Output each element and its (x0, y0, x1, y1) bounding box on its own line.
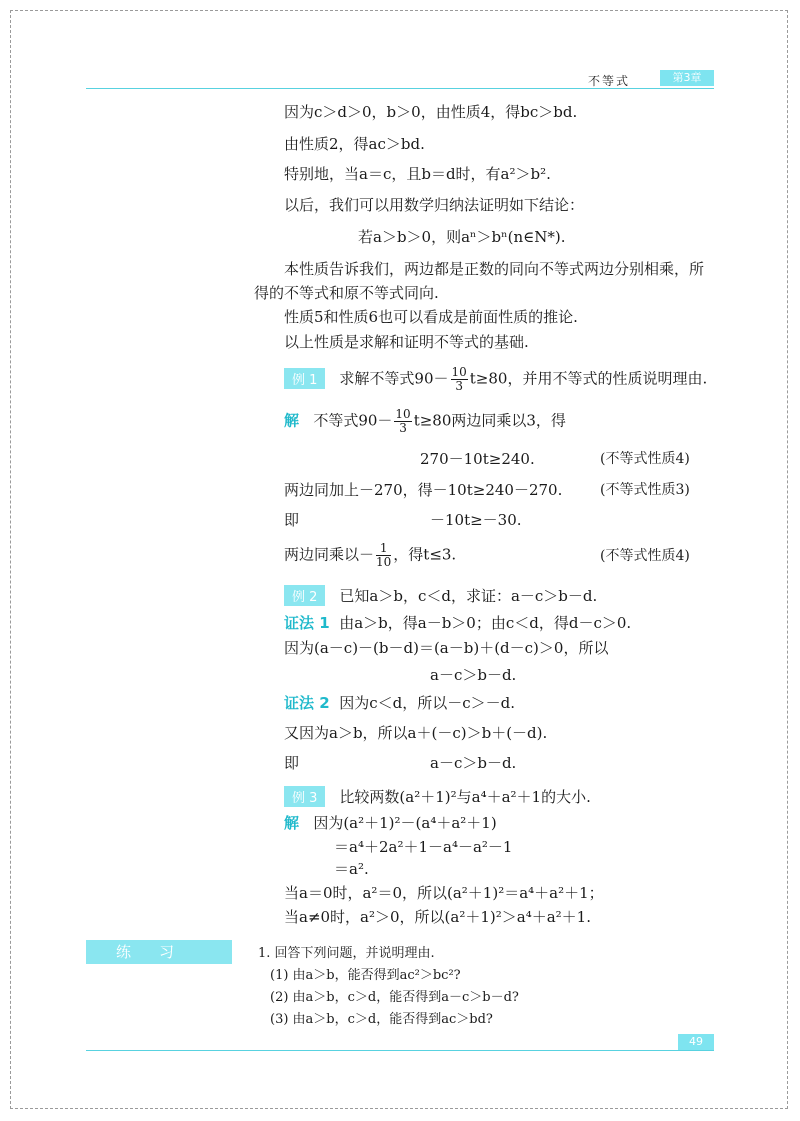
example-1-question (284, 366, 707, 393)
practice-section-title: 练习 (86, 940, 232, 964)
body-line-4: 以后，我们可以用数学归纳法证明如下结论： (284, 196, 585, 214)
proof-2-line-2: 又因为a＞b，所以a＋(－c)＞b＋(－d). (284, 724, 548, 742)
practice-question-1: 1. 回答下列问题，并说明理由. (258, 946, 435, 961)
body-line-6b: 得的不等式和原不等式同向. (254, 284, 439, 302)
footer-divider (86, 1050, 714, 1051)
solution-1-pre: 不等式90－ (313, 411, 393, 430)
practice-item-3: (3) 由a＞b，c＞d，能否得到ac＞bd? (270, 1012, 493, 1027)
fraction-denominator: 3 (399, 421, 407, 435)
proof-1-text: 由a＞b，得a－b＞0；由c＜d，得d－c＞0. (339, 614, 632, 632)
proof-2-label: 证法 2 (284, 694, 330, 712)
page-number: 49 (678, 1034, 714, 1050)
example-2-label: 例 2 (284, 585, 325, 606)
proof-2-text: 因为c＜d，所以－c＞－d. (339, 694, 515, 712)
example-1-label: 例 1 (284, 368, 325, 389)
example-1-step-5 (284, 542, 456, 569)
example-3-q-text: 比较两数(a²＋1)²与a⁴＋a²＋1的大小. (339, 788, 591, 806)
example-1-solution-line-1 (284, 408, 566, 435)
chapter-badge: 第3章 (660, 70, 714, 86)
example-1-step-3-note: (不等式性质3) (600, 482, 690, 498)
example-1-step-2: 270－10t≥240. (420, 450, 535, 468)
solution-label: 解 (284, 411, 300, 430)
proof-1-label: 证法 1 (284, 614, 330, 632)
example-1-step-5-note: (不等式性质4) (600, 548, 690, 564)
example-2-q-text: 已知a＞b，c＜d，求证：a－c＞b－d. (339, 587, 598, 605)
fraction-numerator: 10 (451, 365, 467, 379)
body-line-6a: 本性质告诉我们，两边都是正数的同向不等式两边分别相乘，所 (284, 260, 705, 278)
proof-1-line-1 (284, 612, 631, 633)
example-3-step-5: 当a≠0时，a²＞0，所以(a²＋1)²＞a⁴＋a²＋1. (284, 908, 591, 926)
step-5-pre: 两边同乘以－ (284, 545, 375, 564)
example-1-step-3: 两边同加上－270，得－10t≥240－270. (284, 481, 563, 499)
example-3-step-4: 当a＝0时，a²＝0，所以(a²＋1)²＝a⁴＋a²＋1； (284, 884, 604, 902)
body-line-7: 性质5和性质6也可以看成是前面性质的推论. (284, 308, 578, 326)
body-line-8: 以上性质是求解和证明不等式的基础. (284, 333, 529, 351)
example-1-step-4-label: 即 (284, 511, 300, 529)
fraction-numerator: 1 (376, 542, 391, 556)
example-1-fraction (451, 366, 468, 393)
proof-1-line-3: a－c＞b－d. (430, 666, 517, 684)
example-3-step-2: ＝a⁴＋2a²＋1－a⁴－a²－1 (334, 838, 513, 856)
step-5-post: ，得t≤3. (393, 545, 457, 564)
example-3-step-3: ＝a². (334, 860, 369, 878)
proof-1-line-2: 因为(a－c)－(b－d)＝(a－b)＋(d－c)＞0，所以 (284, 639, 609, 657)
body-line-1: 因为c＞d＞0，b＞0，由性质4，得bc＞bd. (284, 103, 578, 121)
proof-2-line-1 (284, 692, 515, 713)
solution-1-fraction (394, 408, 411, 435)
example-1-step-2-note: (不等式性质4) (600, 451, 690, 467)
example-1-q-pre: 求解不等式90－ (339, 369, 449, 388)
proof-2-line-3-label: 即 (284, 754, 300, 772)
fraction-denominator: 3 (455, 379, 463, 393)
body-line-2: 由性质2，得ac＞bd. (284, 135, 425, 153)
step-5-fraction (376, 542, 391, 569)
proof-2-line-3: a－c＞b－d. (430, 754, 517, 772)
example-1-q-post: t≥80，并用不等式的性质说明理由. (469, 369, 708, 388)
fraction-numerator: 10 (395, 407, 411, 421)
example-1-step-4: －10t≥－30. (430, 511, 522, 529)
body-line-3: 特别地，当a＝c，且b＝d时，有a²＞b². (284, 165, 551, 183)
solution-1-post: t≥80两边同乘以3，得 (413, 411, 566, 430)
practice-item-1: (1) 由a＞b，能否得到ac²＞bc²? (270, 968, 461, 983)
solution-label: 解 (284, 814, 300, 832)
example-2-question (284, 585, 597, 606)
ex3-step-1: 因为(a²＋1)²－(a⁴＋a²＋1) (313, 814, 497, 832)
example-3-solution-line-1 (284, 812, 497, 833)
example-3-label: 例 3 (284, 786, 325, 807)
practice-item-2: (2) 由a＞b，c＞d，能否得到a－c＞b－d? (270, 990, 519, 1005)
header-title: 不等式 (588, 74, 631, 88)
body-line-5: 若a＞b＞0，则aⁿ＞bⁿ(n∈N*). (358, 228, 566, 246)
fraction-denominator: 10 (376, 555, 392, 569)
example-3-question (284, 786, 591, 807)
header-divider (86, 88, 714, 89)
